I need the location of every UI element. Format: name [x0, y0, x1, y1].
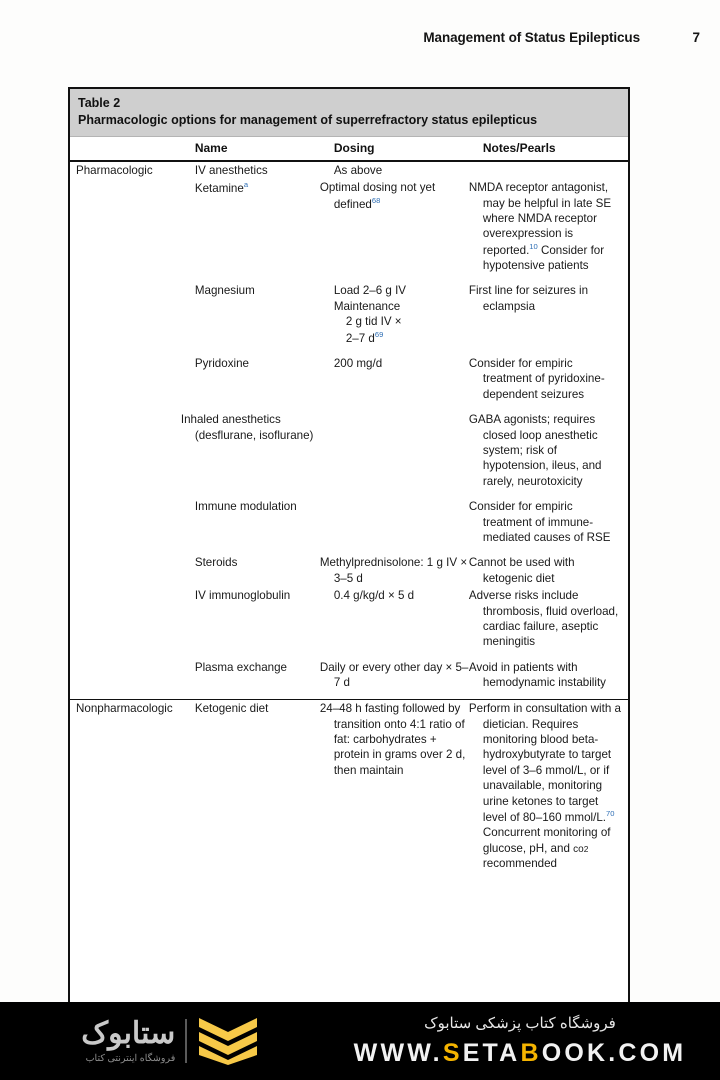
column-header-notes: Notes/Pearls [477, 137, 628, 161]
dosing-line-text: 2–7 d [345, 331, 375, 345]
url-eta: ETA [462, 1039, 521, 1067]
row-dosing: Methylprednisolone: 1 g IV × 3–5 d [319, 556, 468, 585]
running-head-title: Management of Status Epilepticus [423, 30, 640, 45]
logo-subtitle-text: فروشگاه اینترنتی کتاب [85, 1052, 176, 1064]
page-number: 7 [692, 30, 700, 45]
row-name: Inhaled anesthetics (desflurane, isoflurane) [180, 413, 314, 442]
url-suffix: OOK.COM [541, 1039, 687, 1067]
footer-website-url[interactable] [354, 1039, 687, 1068]
row-spacer [70, 546, 628, 554]
logo-main-text: ستابوک [81, 1016, 176, 1050]
table-caption [70, 89, 628, 137]
row-notes: Adverse risks include thrombosis, fluid overload, cardiac failure, aseptic meningitis [468, 589, 619, 649]
table-header-row [70, 137, 628, 161]
row-spacer [70, 274, 628, 282]
table-row [70, 587, 628, 651]
url-prefix: WWW. [353, 1039, 443, 1067]
column-header-category [70, 137, 189, 161]
row-notes [468, 179, 628, 274]
table-2 [68, 87, 630, 1003]
table-body [70, 137, 628, 873]
table-row [70, 659, 628, 692]
notes-text: NMDA receptor antagonist, may be helpful in late SE where NMDA receptor overexpression is reported. [468, 181, 612, 257]
row-dosing: As above [333, 163, 383, 177]
watermark-footer-banner [0, 1002, 720, 1080]
table-row [70, 179, 628, 274]
column-header-dosing: Dosing [328, 137, 477, 161]
row-category-empty [70, 554, 189, 587]
dosing-line: Load 2–6 g IV [333, 284, 407, 298]
row-notes: Cannot be used with ketogenic diet [468, 556, 575, 585]
co2-label: co [573, 843, 584, 855]
reference-marker: 68 [371, 195, 381, 205]
row-dosing: Daily or every other day × 5–7 d [319, 660, 469, 690]
row-dosing [319, 179, 477, 274]
row-name: Magnesium [194, 284, 255, 298]
table-row [70, 282, 628, 346]
reference-marker: 10 [529, 241, 538, 251]
row-spacer [70, 651, 628, 659]
row-name: Steroids [194, 556, 238, 570]
row-name [189, 179, 328, 274]
chevron-logo-icon [197, 1016, 259, 1066]
row-spacer [70, 347, 628, 355]
table-row [70, 554, 628, 587]
row-notes [468, 700, 628, 873]
setabook-logo[interactable] [0, 1016, 330, 1066]
row-name: Ketogenic diet [189, 700, 328, 873]
row-name: Plasma exchange [194, 660, 288, 674]
co2-subscript: 2 [583, 843, 589, 854]
running-head [0, 30, 700, 45]
notes-text: Perform in consultation with a dietician. Requires monitoring blood beta-hydroxybutyrate to target level of 3–6 mmol/L, or if unavailable, monitoring urine ketones to target level of 80–160 mmol/L. [468, 702, 621, 824]
row-category-empty [70, 411, 189, 490]
row-name: Pyridoxine [194, 356, 249, 370]
row-notes: First line for seizures in eclampsia [468, 284, 589, 313]
row-name: IV anesthetics [194, 163, 268, 177]
table-number: Table 2 [78, 96, 121, 110]
row-category: Nonpharmacologic [70, 700, 189, 873]
footer-text-block [330, 1014, 720, 1068]
table-row [70, 700, 628, 873]
reference-marker: 70 [605, 808, 615, 818]
row-notes: GABA agonists; requires closed loop anesthetic system; risk of hypotension, ileus, and rarely, neurotoxicity [468, 413, 602, 488]
row-spacer [70, 403, 628, 411]
row-category-empty [70, 498, 189, 546]
row-dosing: 0.4 g/kg/d × 5 d [333, 589, 415, 603]
row-category-empty [70, 587, 189, 651]
row-dosing [328, 498, 477, 546]
table-title: Pharmacologic options for management of superrefractory status epilepticus [78, 112, 538, 127]
notes-text-end: recommended [482, 857, 557, 871]
dosing-text: Optimal dosing not yet defined [319, 181, 436, 211]
row-spacer [70, 692, 628, 700]
table-row [70, 355, 628, 403]
column-header-name: Name [189, 137, 328, 161]
notes-text-cont: Concurrent monitoring of glucose, pH, and [482, 826, 611, 855]
row-dosing: 200 mg/d [333, 356, 383, 370]
table-row [70, 161, 628, 179]
row-notes [477, 161, 628, 179]
url-accent-b: B [520, 1039, 542, 1067]
logo-wordmark [81, 1016, 176, 1064]
row-spacer [70, 490, 628, 498]
row-notes: Consider for empiric treatment of pyridoxine-dependent seizures [468, 356, 605, 401]
row-category-empty [70, 179, 189, 274]
row-name: IV immunoglobulin [194, 589, 291, 603]
row-category-empty [70, 355, 189, 403]
row-dosing [328, 411, 477, 490]
url-accent-s: S [442, 1039, 463, 1067]
table-row [70, 498, 628, 546]
drug-name: Ketamine [194, 181, 244, 195]
dosing-line [334, 330, 471, 346]
row-name: Immune modulation [194, 500, 297, 514]
notes-text-cont: Consider for hypotensive patients [482, 243, 605, 272]
dosing-line: 2 g tid IV × [345, 315, 402, 329]
row-notes: Avoid in patients with hemodynamic instability [468, 660, 606, 690]
row-dosing [328, 282, 477, 346]
table-row [70, 411, 628, 490]
row-category: Pharmacologic [76, 163, 153, 177]
footnote-marker: a [243, 180, 249, 190]
dosing-line: Maintenance [333, 299, 401, 313]
row-notes: Consider for empiric treatment of immune-mediated causes of RSE [468, 500, 611, 544]
row-category-empty [70, 659, 189, 692]
row-dosing: 24–48 h fasting followed by transition onto 4:1 ratio of fat: carbohydrates + protein in grams over 2 d, then maintain [328, 700, 477, 873]
footer-tagline: فروشگاه کتاب پزشکی ستابوک [424, 1015, 616, 1032]
row-category-empty [70, 282, 189, 346]
logo-divider [185, 1019, 187, 1063]
reference-marker: 69 [374, 329, 384, 339]
